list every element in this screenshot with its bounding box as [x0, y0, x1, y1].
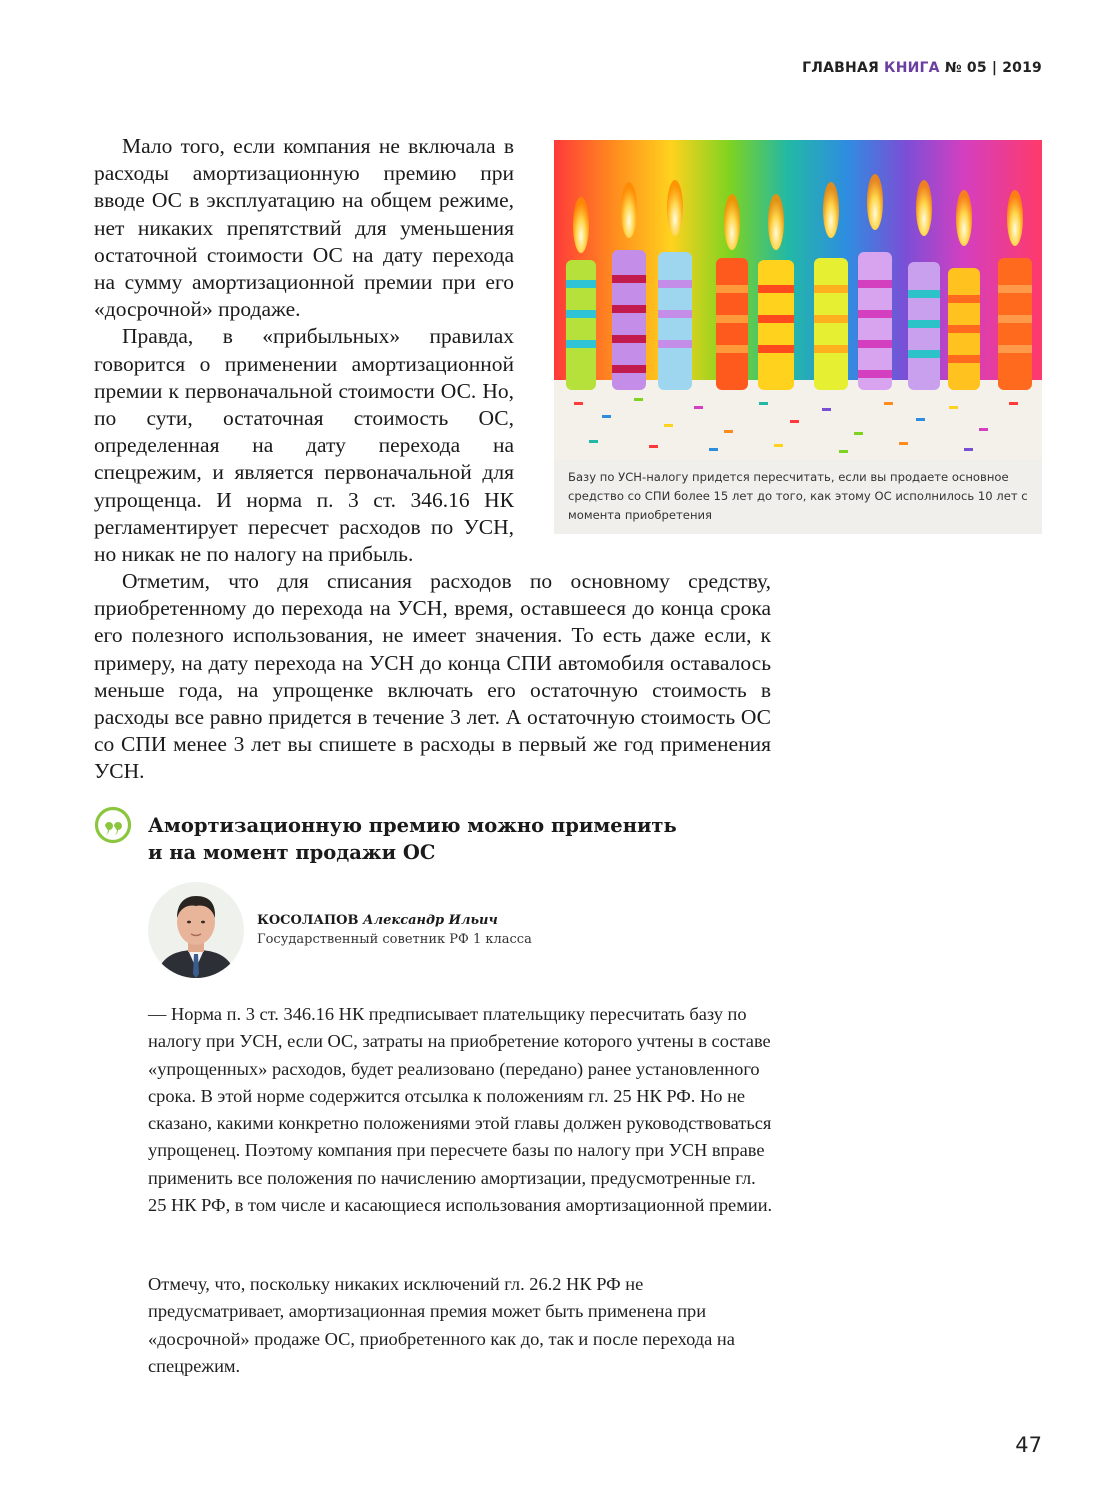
- quote-heading-line: и на момент продажи ОС: [148, 841, 436, 864]
- brand-name: ГЛАВНАЯ: [802, 60, 879, 76]
- quote-body: [148, 1271, 774, 1380]
- quote-body: [148, 1001, 774, 1219]
- expert-avatar: [148, 882, 244, 978]
- expert-position: Государственный советник РФ 1 класса: [257, 932, 532, 947]
- expert-surname: КОСОЛАПОВ: [257, 913, 359, 928]
- quote-heading: [148, 812, 748, 866]
- article-paragraph: Правда, в «прибыльных» правилах говорится о применении амортизационной премии к первоначальной стоимости ОС. Но, по сути, остаточная стоимость ОС, определенная на дату перехода на спецрежим, и является первоначальной для упрощенца. И норма п. 3 ст. 346.16 НК регламентирует пересчет расходов по УСН, но никак не по налогу на прибыль.: [94, 324, 514, 567]
- page-number: 47: [1015, 1433, 1042, 1457]
- brand-name-accent: КНИГА: [884, 60, 940, 76]
- quote-paragraph: — Норма п. 3 ст. 346.16 НК предписывает плательщику пересчитать базу по налогу при УСН, если ОС, затраты на приобретение которого учтены в составе «упрощенных» расходов, будет реализовано (передано) ранее установленного срока. В этой норме содержится отсылка к положениям гл. 25 НК РФ. Но не сказано, какими конкретно положениями этой главы должен руководствоваться упрощенец. Поэтому компания при пересчете базы по налогу при УСН вправе применить все положения по начислению амортизации, предусмотренные гл. 25 НК РФ, в том числе и касающиеся использования амортизационной премии.: [148, 1004, 773, 1216]
- quote-paragraph: Отмечу, что, поскольку никаких исключений гл. 26.2 НК РФ не предусматривает, амортизационная премия может быть применена при «досрочной» продаже ОС, приобретенного как до, так и после перехода на спецрежим.: [148, 1274, 735, 1376]
- issue-number: № 05 | 2019: [944, 60, 1042, 76]
- expert-name: [257, 913, 498, 928]
- article-wide-column: [94, 568, 771, 786]
- quote-heading-line: Амортизационную премию можно применить: [148, 814, 677, 837]
- expert-given-name: Александр Ильич: [363, 913, 498, 928]
- candles-figure: [554, 140, 1042, 534]
- article-left-column: [94, 133, 514, 568]
- article-paragraph: Отметим, что для списания расходов по основному средству, приобретенному до перехода на УСН, время, оставшееся до конца срока его полезного использования, не имеет значения. То есть даже если, к примеру, на дату перехода на УСН до конца СПИ автомобиля оставалось меньше года, на упрощенке включать его остаточную стоимость в расходы все равно придется в течение 3 лет. А остаточную стоимость ОС со СПИ менее 3 лет вы спишете в расходы в первый же год применения УСН.: [94, 569, 771, 784]
- quote-icon: [94, 806, 132, 844]
- article-paragraph: Мало того, если компания не включала в расходы амортизационную премию при вводе ОС в эксплуатацию на общем режиме, нет никаких препятствий для уменьшения остаточной стоимости ОС на дату перехода на сумму амортизационной премии при его «досрочной» продаже.: [94, 134, 514, 322]
- running-header: [802, 60, 1042, 76]
- candles-photo: [554, 140, 1042, 460]
- figure-caption: Базу по УСН-налогу придется пересчитать, если вы продаете основное средство со СПИ более 15 лет до того, как этому ОС исполнилось 10 лет с момента приобретения: [568, 470, 1028, 522]
